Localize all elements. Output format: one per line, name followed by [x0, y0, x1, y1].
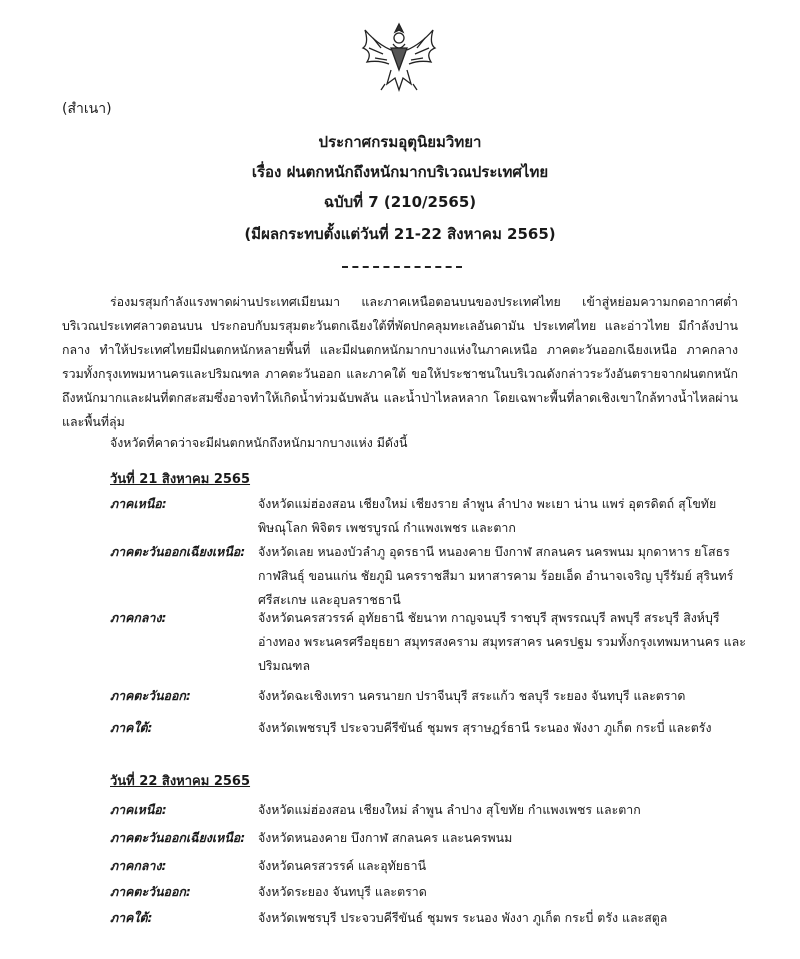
region-label: ภาคเหนือ: — [110, 496, 167, 511]
region-provinces: จังหวัดฉะเชิงเทรา นครนายก ปราจีนบุรี สระแก้ว ชลบุรี ระยอง จันทบุรี และตราด — [258, 688, 686, 703]
region-label: ภาคกลาง: — [110, 610, 167, 625]
region-label: ภาคตะวันออก: — [110, 884, 191, 899]
region-label: ภาคตะวันออกเฉียงเหนือ: — [110, 830, 246, 845]
region-label: ภาคเหนือ: — [110, 802, 167, 817]
region-label: ภาคใต้: — [110, 720, 153, 735]
day1-title: วันที่ 21 สิงหาคม 2565 — [110, 472, 251, 487]
heading-divider — [342, 266, 462, 268]
day2-title: วันที่ 22 สิงหาคม 2565 — [110, 774, 251, 789]
copy-label: (สำเนา) — [62, 101, 112, 117]
region-provinces: จังหวัดแม่ฮ่องสอน เชียงใหม่ ลำพูน ลำปาง สุโขทัย กำแพงเพชร และตาก — [258, 802, 641, 817]
announcement-effective-date: (มีผลกระทบตั้งแต่วันที่ 21-22 สิงหาคม 2565) — [244, 225, 556, 243]
region-label: ภาคตะวันออกเฉียงเหนือ: — [110, 544, 246, 559]
region-label: ภาคตะวันออก: — [110, 688, 191, 703]
region-provinces: จังหวัดเลย หนองบัวลำภู อุดรธานี หนองคาย บึงกาฬ สกลนคร นครพนม มุกดาหาร ยโสธร กาฬสินธุ์ ขอนแก่น ชัยภูมิ นครราชสีมา มหาสารคาม ร้อยเอ็ด อำนาจเจริญ บุรีรัมย์ สุรินทร์ ศรีสะเกษ และอุบลราชธานี — [258, 544, 734, 607]
region-provinces: จังหวัดระยอง จันทบุรี และตราด — [258, 884, 427, 899]
body-paragraph: ร่องมรสุมกำลังแรงพาดผ่านประเทศเมียนมา และภาคเหนือตอนบนของประเทศไทย เข้าสู่หย่อมความกดอากาศต่ำบริเวณประเทศลาวตอนบน ประกอบกับมรสุมตะวันตกเฉียงใต้ที่พัดปกคลุมทะเลอันดามัน ประเทศไทย และอ่าวไทย มีกำลังปานกลาง ทำให้ประเทศไทยมีฝนตกหนักหลายพื้นที่ และมีฝนตกหนักมากบางแห่งในภาคเหนือ ภาคตะวันออกเฉียงเหนือ ภาคกลาง รวมทั้งกรุงเทพมหานครและปริมณฑล ภาคตะวันออก และภาคใต้ ขอให้ประชาชนในบริเวณดังกล่าวระวังอันตรายจากฝนตกหนักถึงหนักมากและฝนที่ตกสะสมซึ่งอาจทำให้เกิดน้ำท่วมฉับพลัน และน้ำป่าไหลหลาก โดยเฉพาะพื้นที่ลาดเชิงเขาใกล้ทางน้ำไหลผ่านและพื้นที่ลุ่ม — [62, 294, 738, 429]
garuda-emblem — [355, 18, 443, 96]
region-provinces: จังหวัดนครสวรรค์ และอุทัยธานี — [258, 858, 427, 873]
region-provinces: จังหวัดแม่ฮ่องสอน เชียงใหม่ เชียงราย ลำพูน ลำปาง พะเยา น่าน แพร่ อุตรดิตถ์ สุโขทัย พิษณุโลก พิจิตร เพชรบูรณ์ กำแพงเพชร และตาก — [258, 496, 717, 535]
region-provinces: จังหวัดเพชรบุรี ประจวบคีรีขันธ์ ชุมพร ระนอง พังงา ภูเก็ต กระบี่ ตรัง และสตูล — [258, 910, 668, 925]
provinces-intro: จังหวัดที่คาดว่าจะมีฝนตกหนักถึงหนักมากบางแห่ง มีดังนี้ — [110, 435, 408, 450]
region-label: ภาคกลาง: — [110, 858, 167, 873]
region-provinces: จังหวัดนครสวรรค์ อุทัยธานี ชัยนาท กาญจนบุรี ราชบุรี สุพรรณบุรี ลพบุรี สระบุรี สิงห์บุรี อ่างทอง พระนครศรีอยุธยา สมุทรสงคราม สมุทรสาคร นครปฐม รวมทั้งกรุงเทพมหานคร และปริมณฑล — [258, 610, 746, 673]
region-provinces: จังหวัดเพชรบุรี ประจวบคีรีขันธ์ ชุมพร สุราษฎร์ธานี ระนอง พังงา ภูเก็ต กระบี่ และตรัง — [258, 720, 712, 735]
region-label: ภาคใต้: — [110, 910, 153, 925]
region-provinces: จังหวัดหนองคาย บึงกาฬ สกลนคร และนครพนม — [258, 830, 513, 845]
announcement-issue: ฉบับที่ 7 (210/2565) — [323, 193, 477, 211]
announcement-title: ประกาศกรมอุตุนิยมวิทยา — [318, 133, 482, 151]
announcement-subject: เรื่อง ฝนตกหนักถึงหนักมากบริเวณประเทศไทย — [251, 163, 549, 181]
